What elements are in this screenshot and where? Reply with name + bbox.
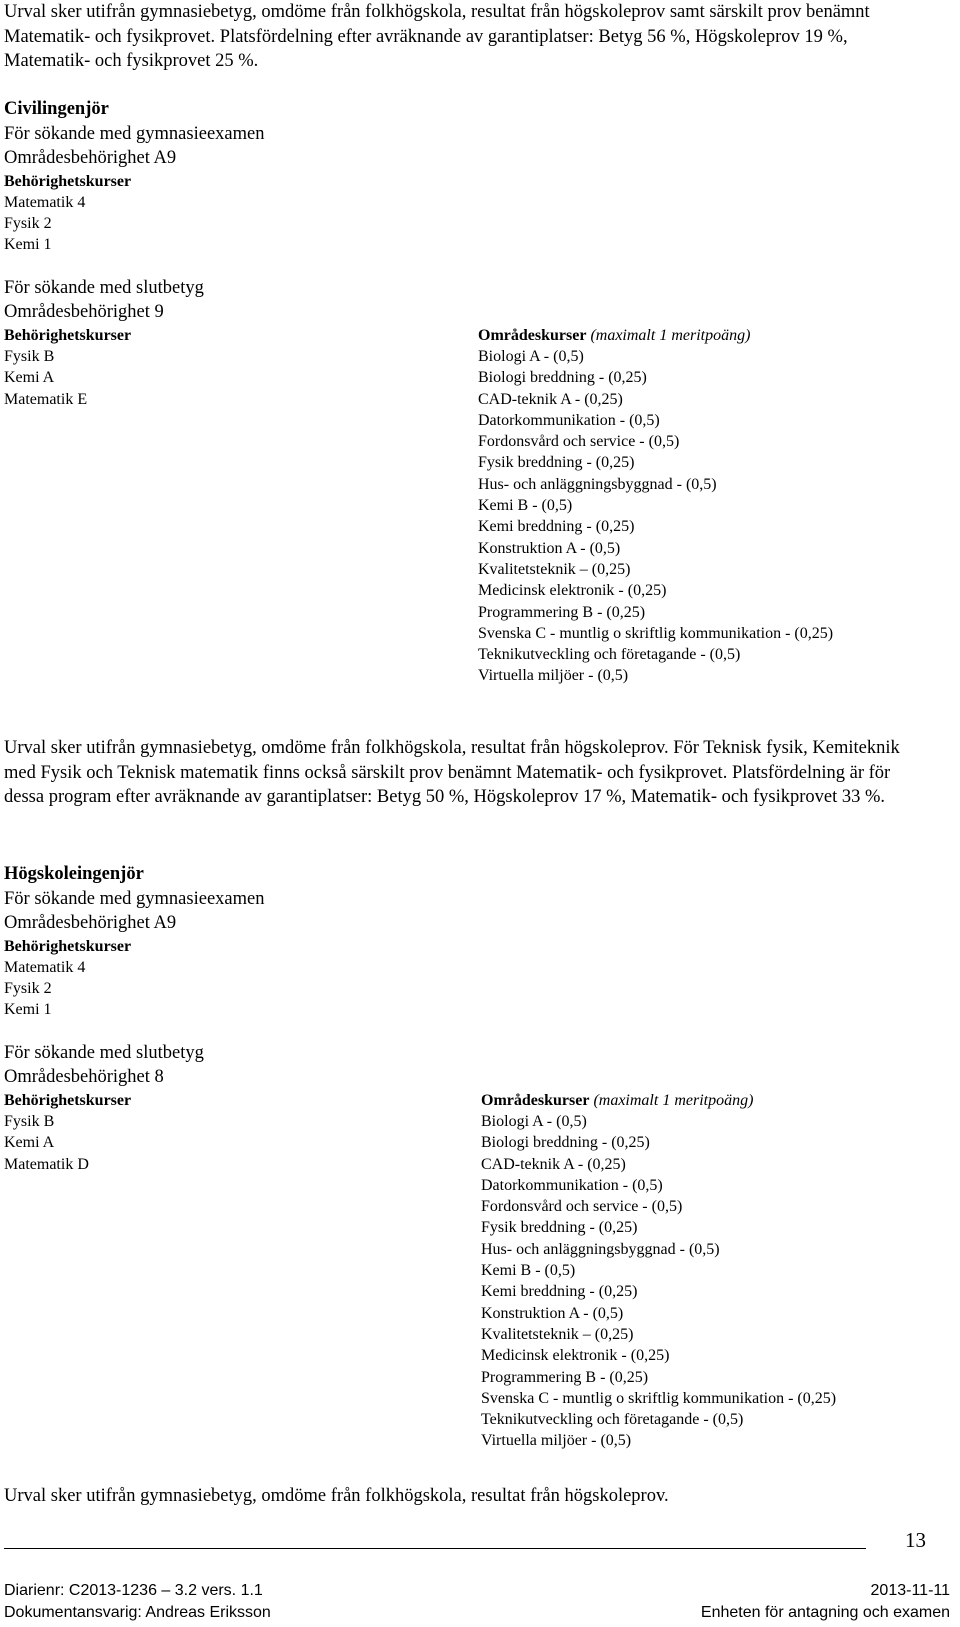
area-course: Biologi A - (0,5) xyxy=(478,347,584,365)
area-course: Kvalitetsteknik – (0,25) xyxy=(478,560,631,578)
area-course: Kemi breddning - (0,25) xyxy=(481,1283,638,1301)
area-course: Biologi breddning - (0,25) xyxy=(478,369,647,387)
behorighet-column xyxy=(4,1090,131,1175)
middle-paragraph: Urval sker utifrån gymnasiebetyg, omdöme från folkhögskola, resultat från högskoleprov. För Teknisk fysik, Kemiteknik med Fysik och Teknisk matematik finns också särskilt prov benämnt Matematik- och fysikprovet. Platsfördelning är för dessa program efter avräknande av garantiplatser: Betyg 50 %, Högskoleprov 17 %, Matematik- och fysikprovet 33 %. xyxy=(4,738,900,807)
courses-heading: Behörighetskurser xyxy=(4,172,132,190)
closing-paragraph: Urval sker utifrån gymnasiebetyg, omdöme från folkhögskola, resultat från högskoleprov. xyxy=(4,1486,669,1506)
area-heading: Områdeskurser xyxy=(478,326,587,344)
area-course: Kemi B - (0,5) xyxy=(478,497,573,515)
section-hogskoleingenjor xyxy=(4,862,954,1450)
gymnasie-heading: För sökande med gymnasieexamen xyxy=(4,123,265,144)
area-course: Medicinsk elektronik - (0,25) xyxy=(481,1347,670,1365)
course-item: Matematik 4 xyxy=(4,193,86,211)
gymnasie-behorighet: Områdesbehörighet A9 xyxy=(4,148,177,168)
section-title: Högskoleingenjör xyxy=(4,864,144,884)
area-note: (maximalt 1 meritpoäng) xyxy=(590,326,751,344)
courses-heading: Behörighetskurser xyxy=(4,937,132,955)
course-item: Fysik B xyxy=(4,347,55,365)
courses-heading: Behörighetskurser xyxy=(4,326,132,344)
area-course: Biologi A - (0,5) xyxy=(481,1112,587,1130)
area-note: (maximalt 1 meritpoäng) xyxy=(593,1091,754,1109)
slutbetyg-heading: För sökande med slutbetyg xyxy=(4,1042,204,1063)
page-number: 13 xyxy=(905,1528,926,1552)
section-title: Civilingenjör xyxy=(4,99,109,119)
area-heading: Områdeskurser xyxy=(481,1091,590,1109)
area-course: Hus- och anläggningsbyggnad - (0,5) xyxy=(478,475,717,493)
area-course: Kemi breddning - (0,25) xyxy=(478,518,635,536)
area-course: Kemi B - (0,5) xyxy=(481,1262,576,1280)
area-courses-column xyxy=(481,1090,836,1452)
area-course: Teknikutveckling och företagande - (0,5) xyxy=(478,646,741,664)
course-item: Fysik 2 xyxy=(4,215,52,233)
area-course: Teknikutveckling och företagande - (0,5) xyxy=(481,1411,744,1429)
course-item: Fysik 2 xyxy=(4,980,52,998)
intro-paragraph: Urval sker utifrån gymnasiebetyg, omdöme från folkhögskola, resultat från högskoleprov samt särskilt prov benämnt Matematik- och fysikprovet. Platsfördelning efter avräknande av garantiplatser: Betyg 56 %, Högskoleprov 19 %, Matematik- och fysikprovet 25 %. xyxy=(4,2,870,71)
area-course: Virtuella miljöer - (0,5) xyxy=(478,667,629,685)
area-course: Biologi breddning - (0,25) xyxy=(481,1134,650,1152)
gymnasie-behorighet: Områdesbehörighet A9 xyxy=(4,913,177,933)
diarienr: Diarienr: C2013-1236 – 3.2 vers. 1.1 xyxy=(4,1582,263,1599)
gymnasie-heading: För sökande med gymnasieexamen xyxy=(4,888,265,909)
area-course: Konstruktion A - (0,5) xyxy=(481,1304,624,1322)
course-item: Kemi A xyxy=(4,1134,55,1152)
document-date: 2013-11-11 xyxy=(870,1582,950,1599)
area-course: Programmering B - (0,25) xyxy=(478,603,646,621)
course-item: Matematik 4 xyxy=(4,958,86,976)
area-course: Kvalitetsteknik – (0,25) xyxy=(481,1325,634,1343)
footer-divider xyxy=(4,1548,866,1549)
area-course: CAD-teknik A - (0,25) xyxy=(481,1155,626,1173)
area-course: Svenska C - muntlig o skriftlig kommunikation - (0,25) xyxy=(478,624,834,642)
responsible-unit: Enheten för antagning och examen xyxy=(700,1604,950,1621)
courses-heading: Behörighetskurser xyxy=(4,1091,132,1109)
area-course: Medicinsk elektronik - (0,25) xyxy=(478,582,667,600)
area-course: Virtuella miljöer - (0,5) xyxy=(481,1432,632,1450)
area-course: Programmering B - (0,25) xyxy=(481,1368,649,1386)
area-course: Datorkommunikation - (0,5) xyxy=(478,411,660,429)
area-course: Svenska C - muntlig o skriftlig kommunikation - (0,25) xyxy=(481,1389,837,1407)
area-course: Hus- och anläggningsbyggnad - (0,5) xyxy=(481,1240,720,1258)
section-civilingenjor xyxy=(4,97,954,685)
slutbetyg-heading: För sökande med slutbetyg xyxy=(4,277,204,298)
course-item: Matematik E xyxy=(4,390,88,408)
area-course: Fysik breddning - (0,25) xyxy=(481,1219,638,1237)
course-item: Fysik B xyxy=(4,1112,55,1130)
course-item: Matematik D xyxy=(4,1155,89,1173)
area-course: Fysik breddning - (0,25) xyxy=(478,454,635,472)
area-course: Konstruktion A - (0,5) xyxy=(478,539,621,557)
area-course: Fordonsvård och service - (0,5) xyxy=(481,1198,683,1216)
course-item: Kemi A xyxy=(4,369,55,387)
document-responsible: Dokumentansvarig: Andreas Eriksson xyxy=(4,1604,271,1621)
course-item: Kemi 1 xyxy=(4,1001,52,1019)
course-item: Kemi 1 xyxy=(4,236,52,254)
slutbetyg-behorighet: Områdesbehörighet 8 xyxy=(4,1067,164,1088)
area-course: Fordonsvård och service - (0,5) xyxy=(478,433,680,451)
area-course: CAD-teknik A - (0,25) xyxy=(478,390,623,408)
area-courses-column xyxy=(478,325,833,687)
behorighet-column xyxy=(4,325,131,410)
slutbetyg-behorighet: Områdesbehörighet 9 xyxy=(4,302,164,323)
area-course: Datorkommunikation - (0,5) xyxy=(481,1176,663,1194)
